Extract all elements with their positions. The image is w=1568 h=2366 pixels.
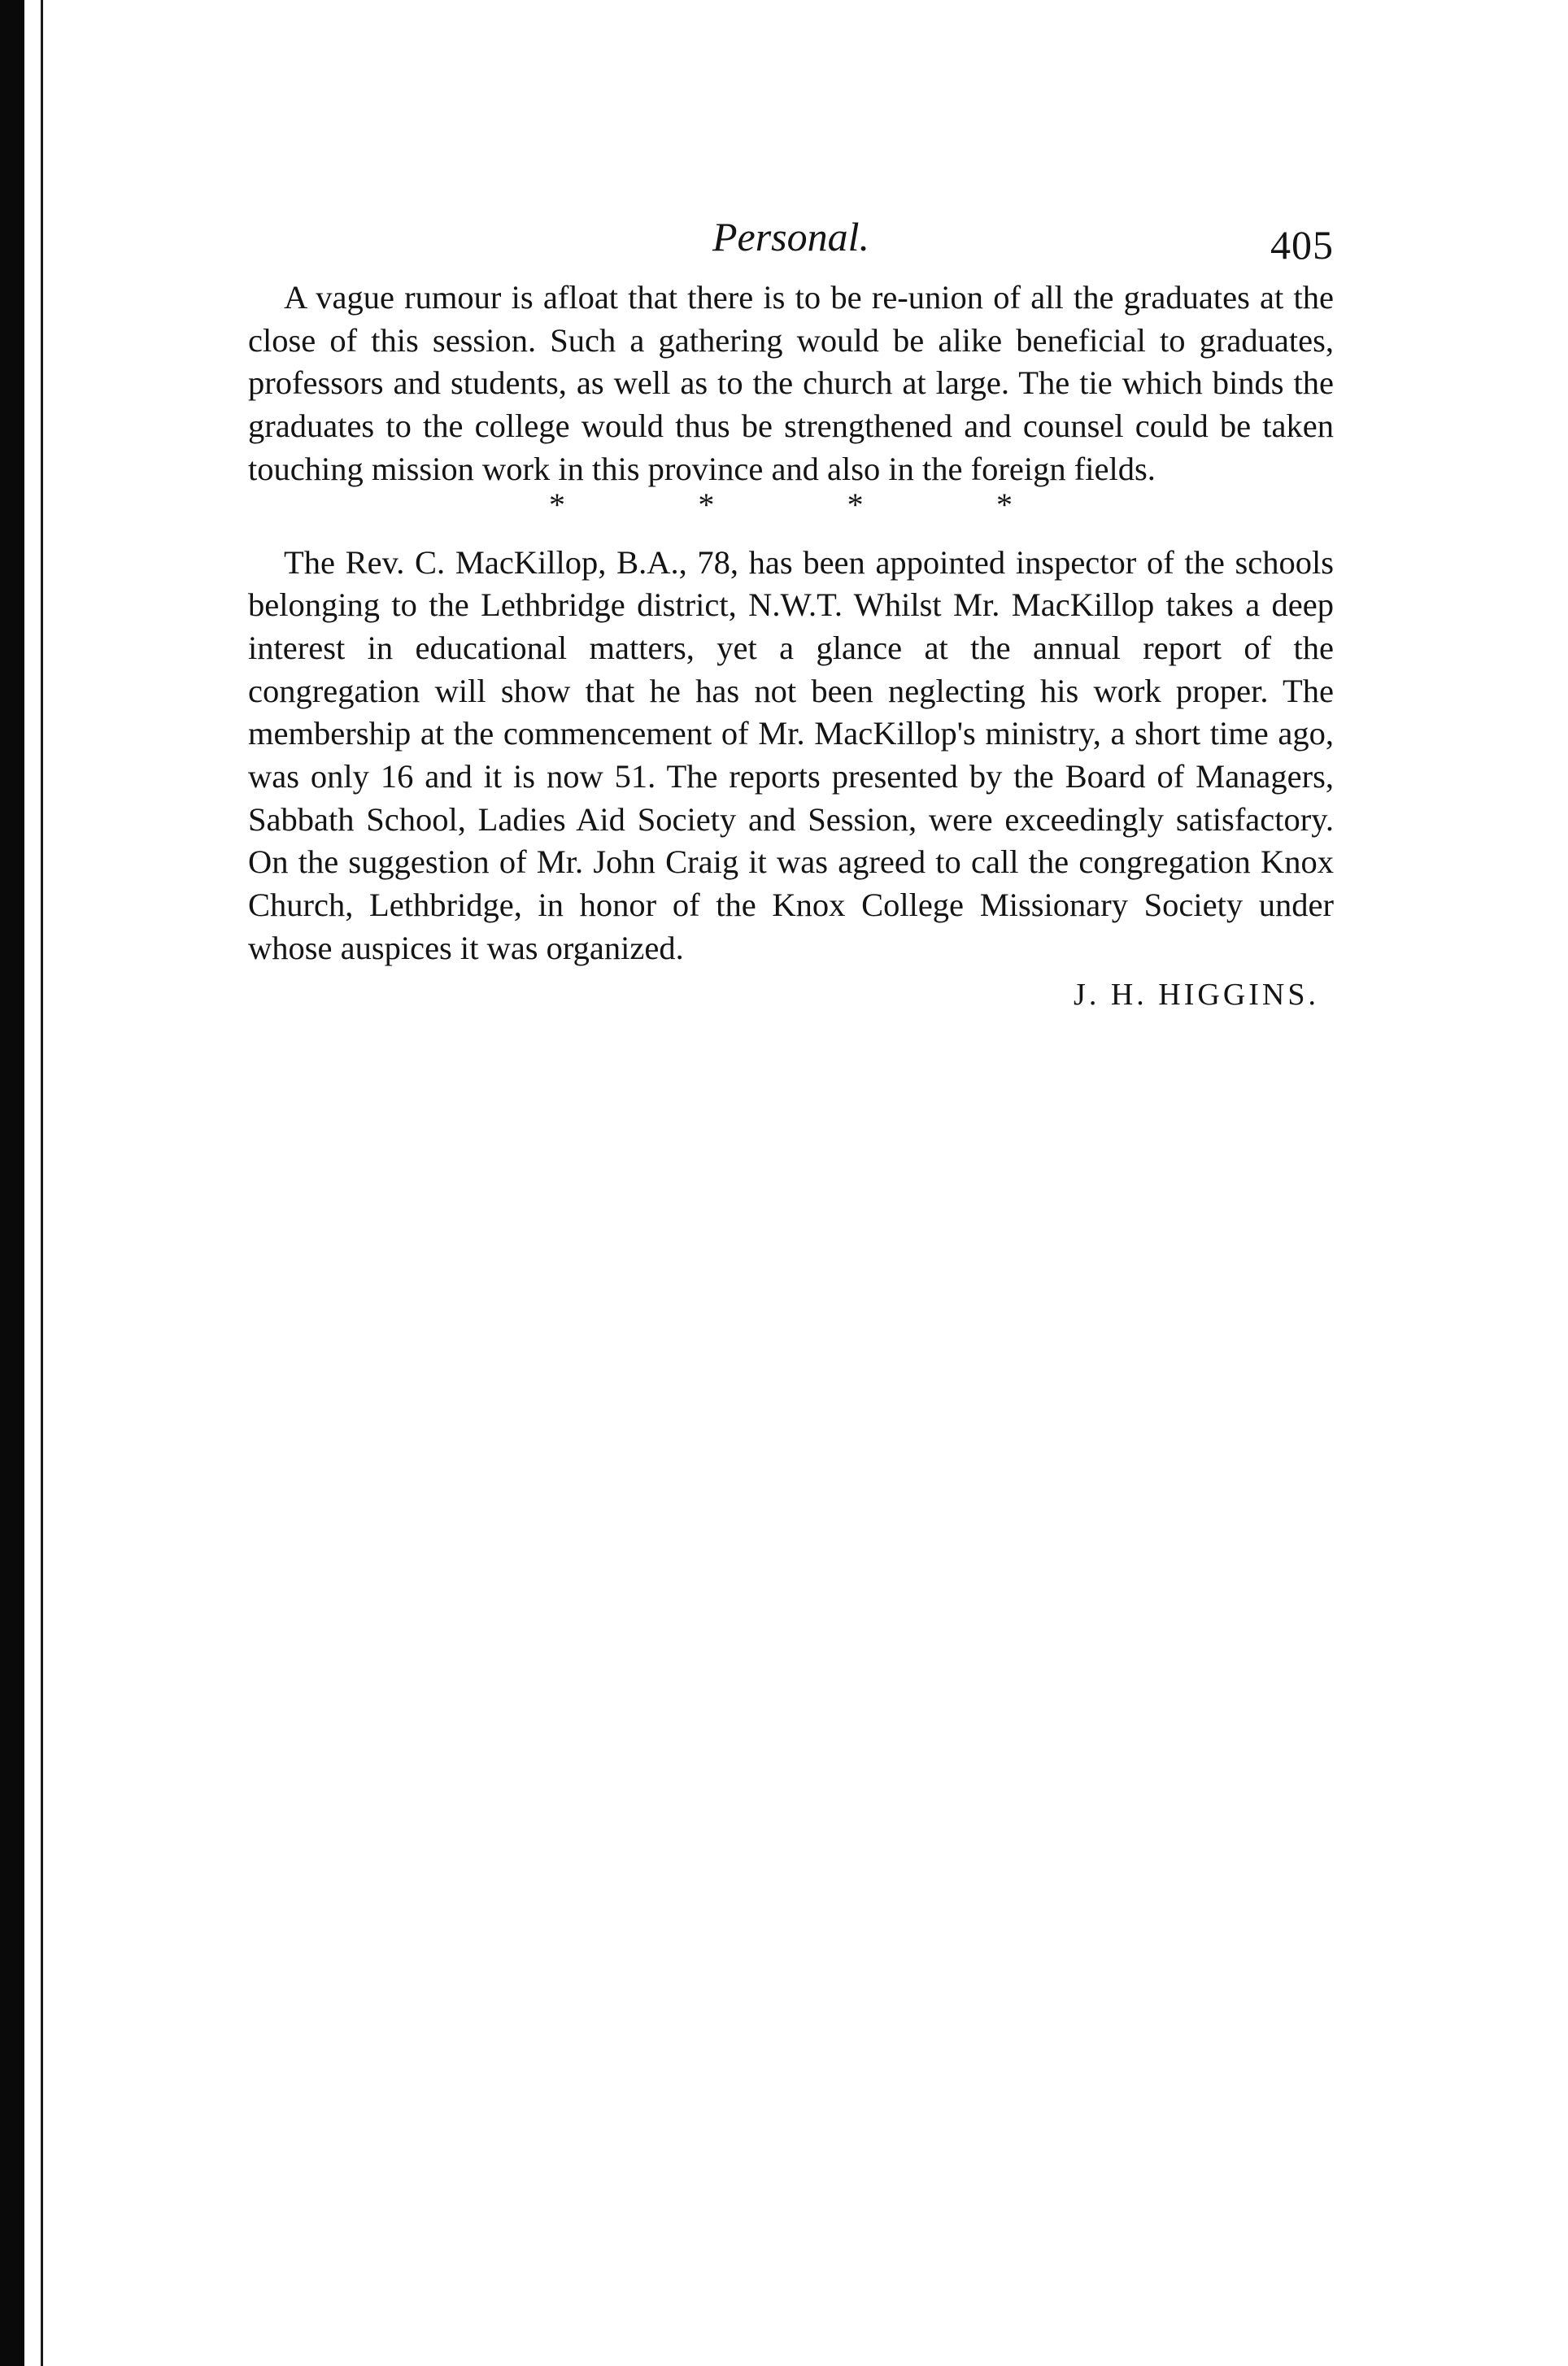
- asterisk: *: [847, 486, 864, 523]
- binding-edge: [0, 0, 24, 2366]
- running-title: Personal.: [712, 214, 870, 259]
- page-number: 405: [1270, 222, 1334, 268]
- asterisk: *: [549, 486, 565, 523]
- binding-line: [41, 0, 43, 2366]
- section-separator: [549, 486, 1013, 534]
- paragraph-reunion-rumour: A vague rumour is afloat that there is to be re-union of all the graduates at the close of this session. Such a gathering would be alike beneficial to graduates, professors and students, as well as to the church at large. The tie which binds the graduates to the college would thus be strengthened and counsel could be taken touching mission work in this province and also in the foreign fields.: [248, 279, 1334, 487]
- paragraph-mackillop: The Rev. C. MacKillop, B.A., 78, has been appointed inspector of the schools belonging to the Lethbridge district, N.W.T. Whilst Mr. MacKillop takes a deep interest in educational matters, yet a glance at the annual report of the congregation will show that he has not been neglecting his work proper. The membership at the commencement of Mr. MacKillop's ministry, a short time ago, was only 16 and it is now 51. The reports presented by the Board of Managers, Sabbath School, Ladies Aid Society and Session, were exceedingly satisfactory. On the suggestion of Mr. John Craig it was agreed to call the congregation Knox Church, Lethbridge, in honor of the Knox College Missionary Society under whose auspices it was organized.: [248, 543, 1334, 966]
- book-page: [248, 203, 1334, 1016]
- asterisk: *: [698, 486, 715, 523]
- author-signature: J. H. HIGGINS.: [1074, 977, 1319, 1012]
- running-head: [248, 203, 1334, 277]
- asterisk: *: [995, 486, 1013, 523]
